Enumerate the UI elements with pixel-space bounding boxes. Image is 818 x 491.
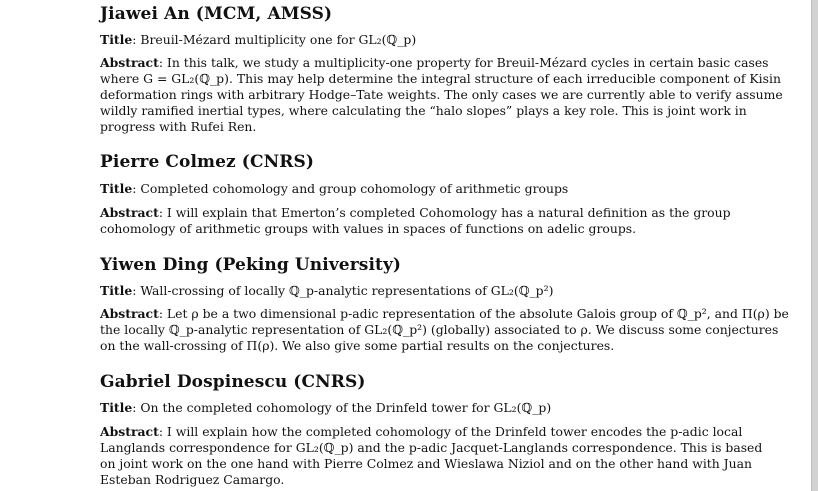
abstract-label: Abstract (100, 424, 159, 439)
abstract-line: cohomology of arithmetic groups with values in spaces of functions on adelic groups. (100, 221, 637, 236)
abstract-line: deformation rings with arbitrary Hodge–Tate weights. The only cases we are currently able to verify assume (100, 87, 783, 102)
title-label: Title (100, 400, 133, 415)
speaker-name: Yiwen Ding (Peking University) (100, 255, 402, 275)
talk-title (100, 32, 722, 48)
abstract-line: Abstract: In this talk, we study a multiplicity-one property for Breuil-Mézard cycles in certain basic cases (100, 55, 769, 70)
speaker-name: Gabriel Dospinescu (CNRS) (100, 372, 366, 392)
abstract-line: wildly ramified inertial types, where calculating the “halo slopes” plays a key role. This is joint work in (100, 103, 747, 118)
title-text: : Wall-crossing of locally ℚ_p-analytic representations of GL₂(ℚ_p²) (132, 283, 554, 298)
title-label: Title (100, 283, 133, 298)
abstract-line: where G = GL₂(ℚ_p). This may help determine the integral structure of each irreducible component of Kisin (100, 71, 781, 86)
talk-title (100, 283, 722, 299)
abstract-line: Abstract: I will explain how the completed cohomology of the Drinfeld tower encodes the p-adic local (100, 424, 743, 439)
abstract-line: on the wall-crossing of Π(ρ). We also give some partial results on the conjectures. (100, 338, 615, 353)
abstract-line: Abstract: I will explain that Emerton’s completed Cohomology has a natural definition as the group (100, 205, 731, 220)
scrollbar-track[interactable] (811, 0, 818, 491)
title-text: : Completed cohomology and group cohomology of arithmetic groups (132, 181, 569, 196)
speaker-name: Jiawei An (MCM, AMSS) (100, 4, 333, 24)
speaker-name: Pierre Colmez (CNRS) (100, 152, 314, 172)
abstract-label: Abstract (100, 55, 159, 70)
title-label: Title (100, 181, 133, 196)
abstract-label: Abstract (100, 205, 159, 220)
abstract-line: Langlands correspondence for GL₂(ℚ_p) and the p-adic Jacquet-Langlands correspondence. This is based (100, 440, 763, 455)
abstract-line: on joint work on the one hand with Pierre Colmez and Wieslawa Niziol and on the other hand with Juan (100, 456, 752, 471)
abstract-line: Abstract: Let ρ be a two dimensional p-adic representation of the absolute Galois group of ℚ_p², and Π(ρ) be (100, 306, 789, 321)
abstract-line: progress with Rufei Ren. (100, 119, 257, 134)
title-text: : Breuil-Mézard multiplicity one for GL₂(ℚ_p) (132, 32, 417, 47)
abstract-label: Abstract (100, 306, 159, 321)
title-text: : On the completed cohomology of the Drinfeld tower for GL₂(ℚ_p) (132, 400, 552, 415)
title-label: Title (100, 32, 133, 47)
abstract-line: Esteban Rodriguez Camargo. (100, 472, 285, 487)
talk-title (100, 181, 722, 197)
abstract-line: the locally ℚ_p-analytic representation of GL₂(ℚ_p²) (globally) associated to ρ. We discuss some conjectures (100, 322, 779, 337)
talk-title (100, 400, 722, 416)
